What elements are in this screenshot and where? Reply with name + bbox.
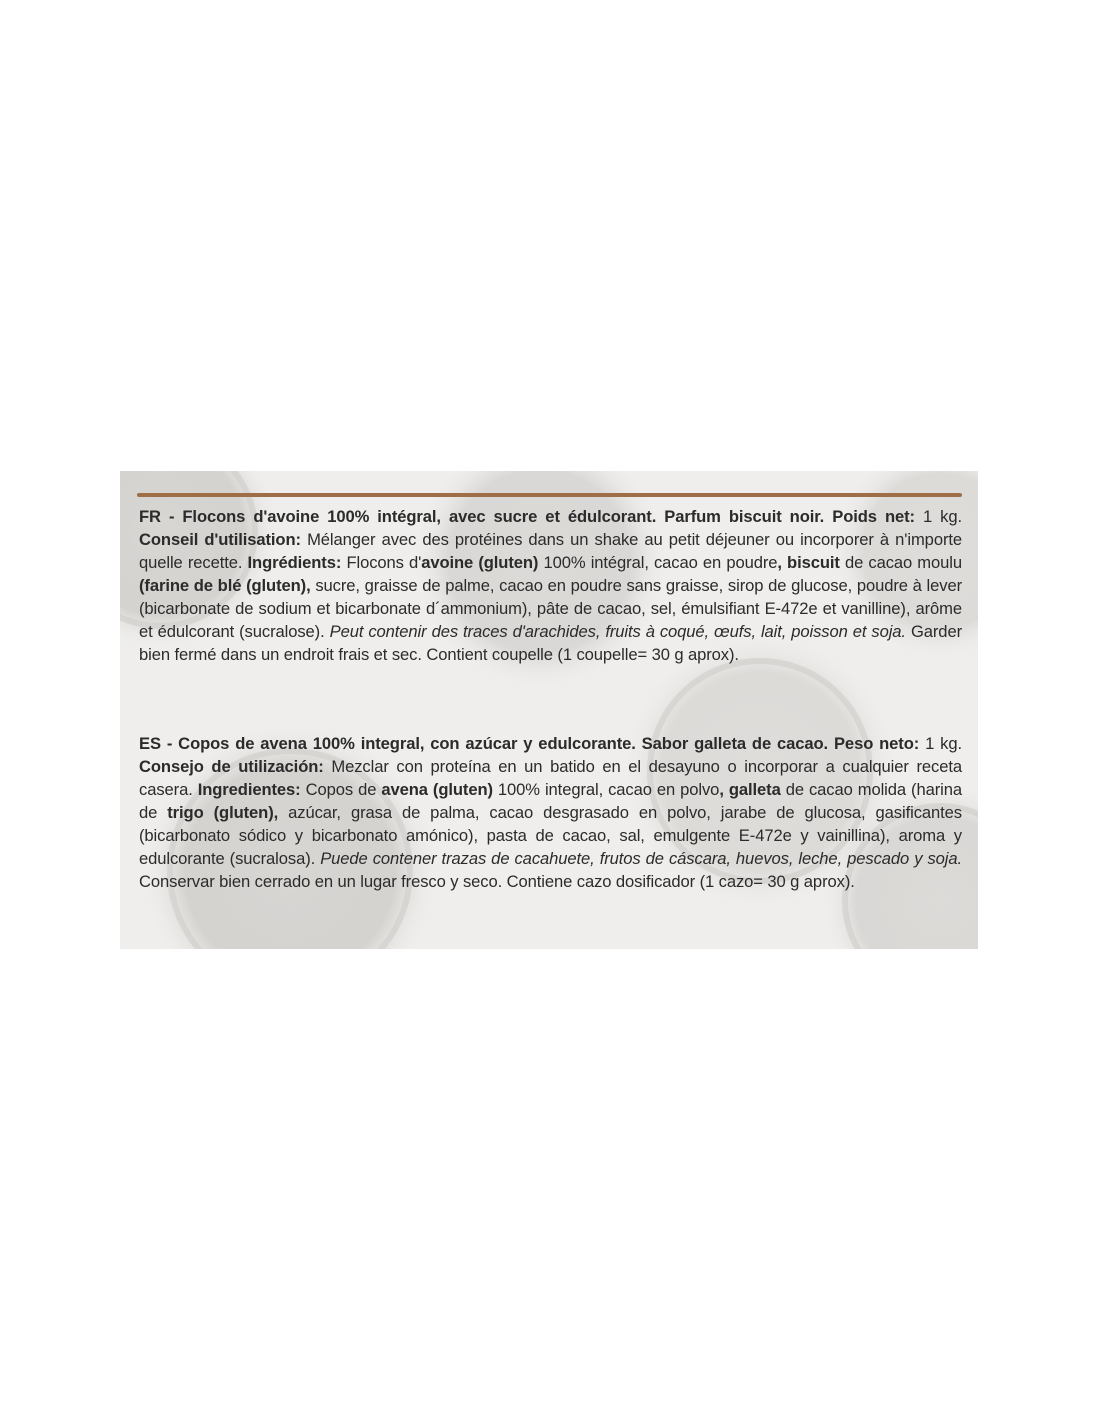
es-ingredients-part-1: Copos de — [300, 780, 382, 799]
es-ingredients-part-3: de cacao molida (harina de — [139, 780, 962, 822]
es-usage-text: Mezclar con proteína en un batido en el desayuno o incorporar a cualquier receta casera. — [139, 757, 962, 799]
es-ingredients-part-4: azúcar, grasa de palma, cacao desgrasado en polvo, jarabe de glucosa, gasificantes (bicarbonato sódico y bicarbonato amónico), pasta de cacao, sal, emulgente E-472e y vainillina), aroma y edulcorante (sucralosa). — [139, 803, 962, 868]
product-label-panel — [120, 471, 978, 949]
fr-allergen-wheat: (farine de blé (gluten), — [139, 576, 311, 595]
es-net-weight-value: 1 kg. — [919, 734, 962, 753]
accent-divider — [137, 493, 962, 497]
fr-usage-text: Mélanger avec des protéines dans un shake au petit déjeuner ou incorporer à n'importe quelle recette. — [139, 530, 963, 572]
es-allergen-wheat: trigo (gluten), — [167, 803, 279, 822]
es-ingredients-label: Ingredientes: — [197, 780, 301, 799]
fr-ingredients-part-2: 100% intégral, cacao en poudre — [538, 553, 778, 572]
spanish-description — [139, 732, 962, 893]
es-headline: ES - Copos de avena 100% integral, con azúcar y edulcorante. Sabor galleta de cacao. — [139, 734, 829, 753]
fr-ingredients-part-4: sucre, graisse de palme, cacao en poudre sans graisse, sirop de glucose, poudre à lever (bicarbonate de sodium et bicarbonate d´ammonium), pâte de cacao, sel, émulsifiant E-472e et vanilline), arôme et édulcorant (sucralose). — [139, 576, 962, 641]
fr-net-weight-value: 1 kg. — [914, 507, 962, 526]
fr-allergen-biscuit: , biscuit — [777, 553, 840, 572]
es-allergen-biscuit: , galleta — [719, 780, 781, 799]
fr-usage-label: Conseil d'utilisation: — [139, 530, 301, 549]
fr-allergen-oat: avoine (gluten) — [421, 553, 539, 572]
es-allergen-oat: avena (gluten) — [381, 780, 493, 799]
fr-ingredients-part-3: de cacao moulu — [839, 553, 963, 572]
es-net-weight-label: Peso neto: — [833, 734, 920, 753]
fr-net-weight-label: Poids net: — [832, 507, 915, 526]
fr-headline: FR - Flocons d'avoine 100% intégral, avec sucre et édulcorant. Parfum biscuit noir. — [139, 507, 825, 526]
es-ingredients-part-2: 100% integral, cacao en polvo — [492, 780, 720, 799]
fr-ingredients-part-1: Flocons d' — [341, 553, 422, 572]
french-description — [139, 505, 962, 666]
es-traces-warning: Puede contener trazas de cacahuete, frutos de cáscara, huevos, leche, pescado y soja. — [320, 849, 962, 868]
fr-ingredients-label: Ingrédients: — [247, 553, 342, 572]
fr-traces-warning: Peut contenir des traces d'arachides, fruits à coqué, œufs, lait, poisson et soja. — [329, 622, 906, 641]
es-usage-label: Consejo de utilización: — [139, 757, 324, 776]
fr-storage-text: Garder bien fermé dans un endroit frais et sec. Contient coupelle (1 coupelle= 30 g aprox). — [139, 622, 962, 664]
es-storage-text: Conservar bien cerrado en un lugar fresco y seco. Contiene cazo dosificador (1 cazo= 30 g aprox). — [139, 872, 855, 891]
